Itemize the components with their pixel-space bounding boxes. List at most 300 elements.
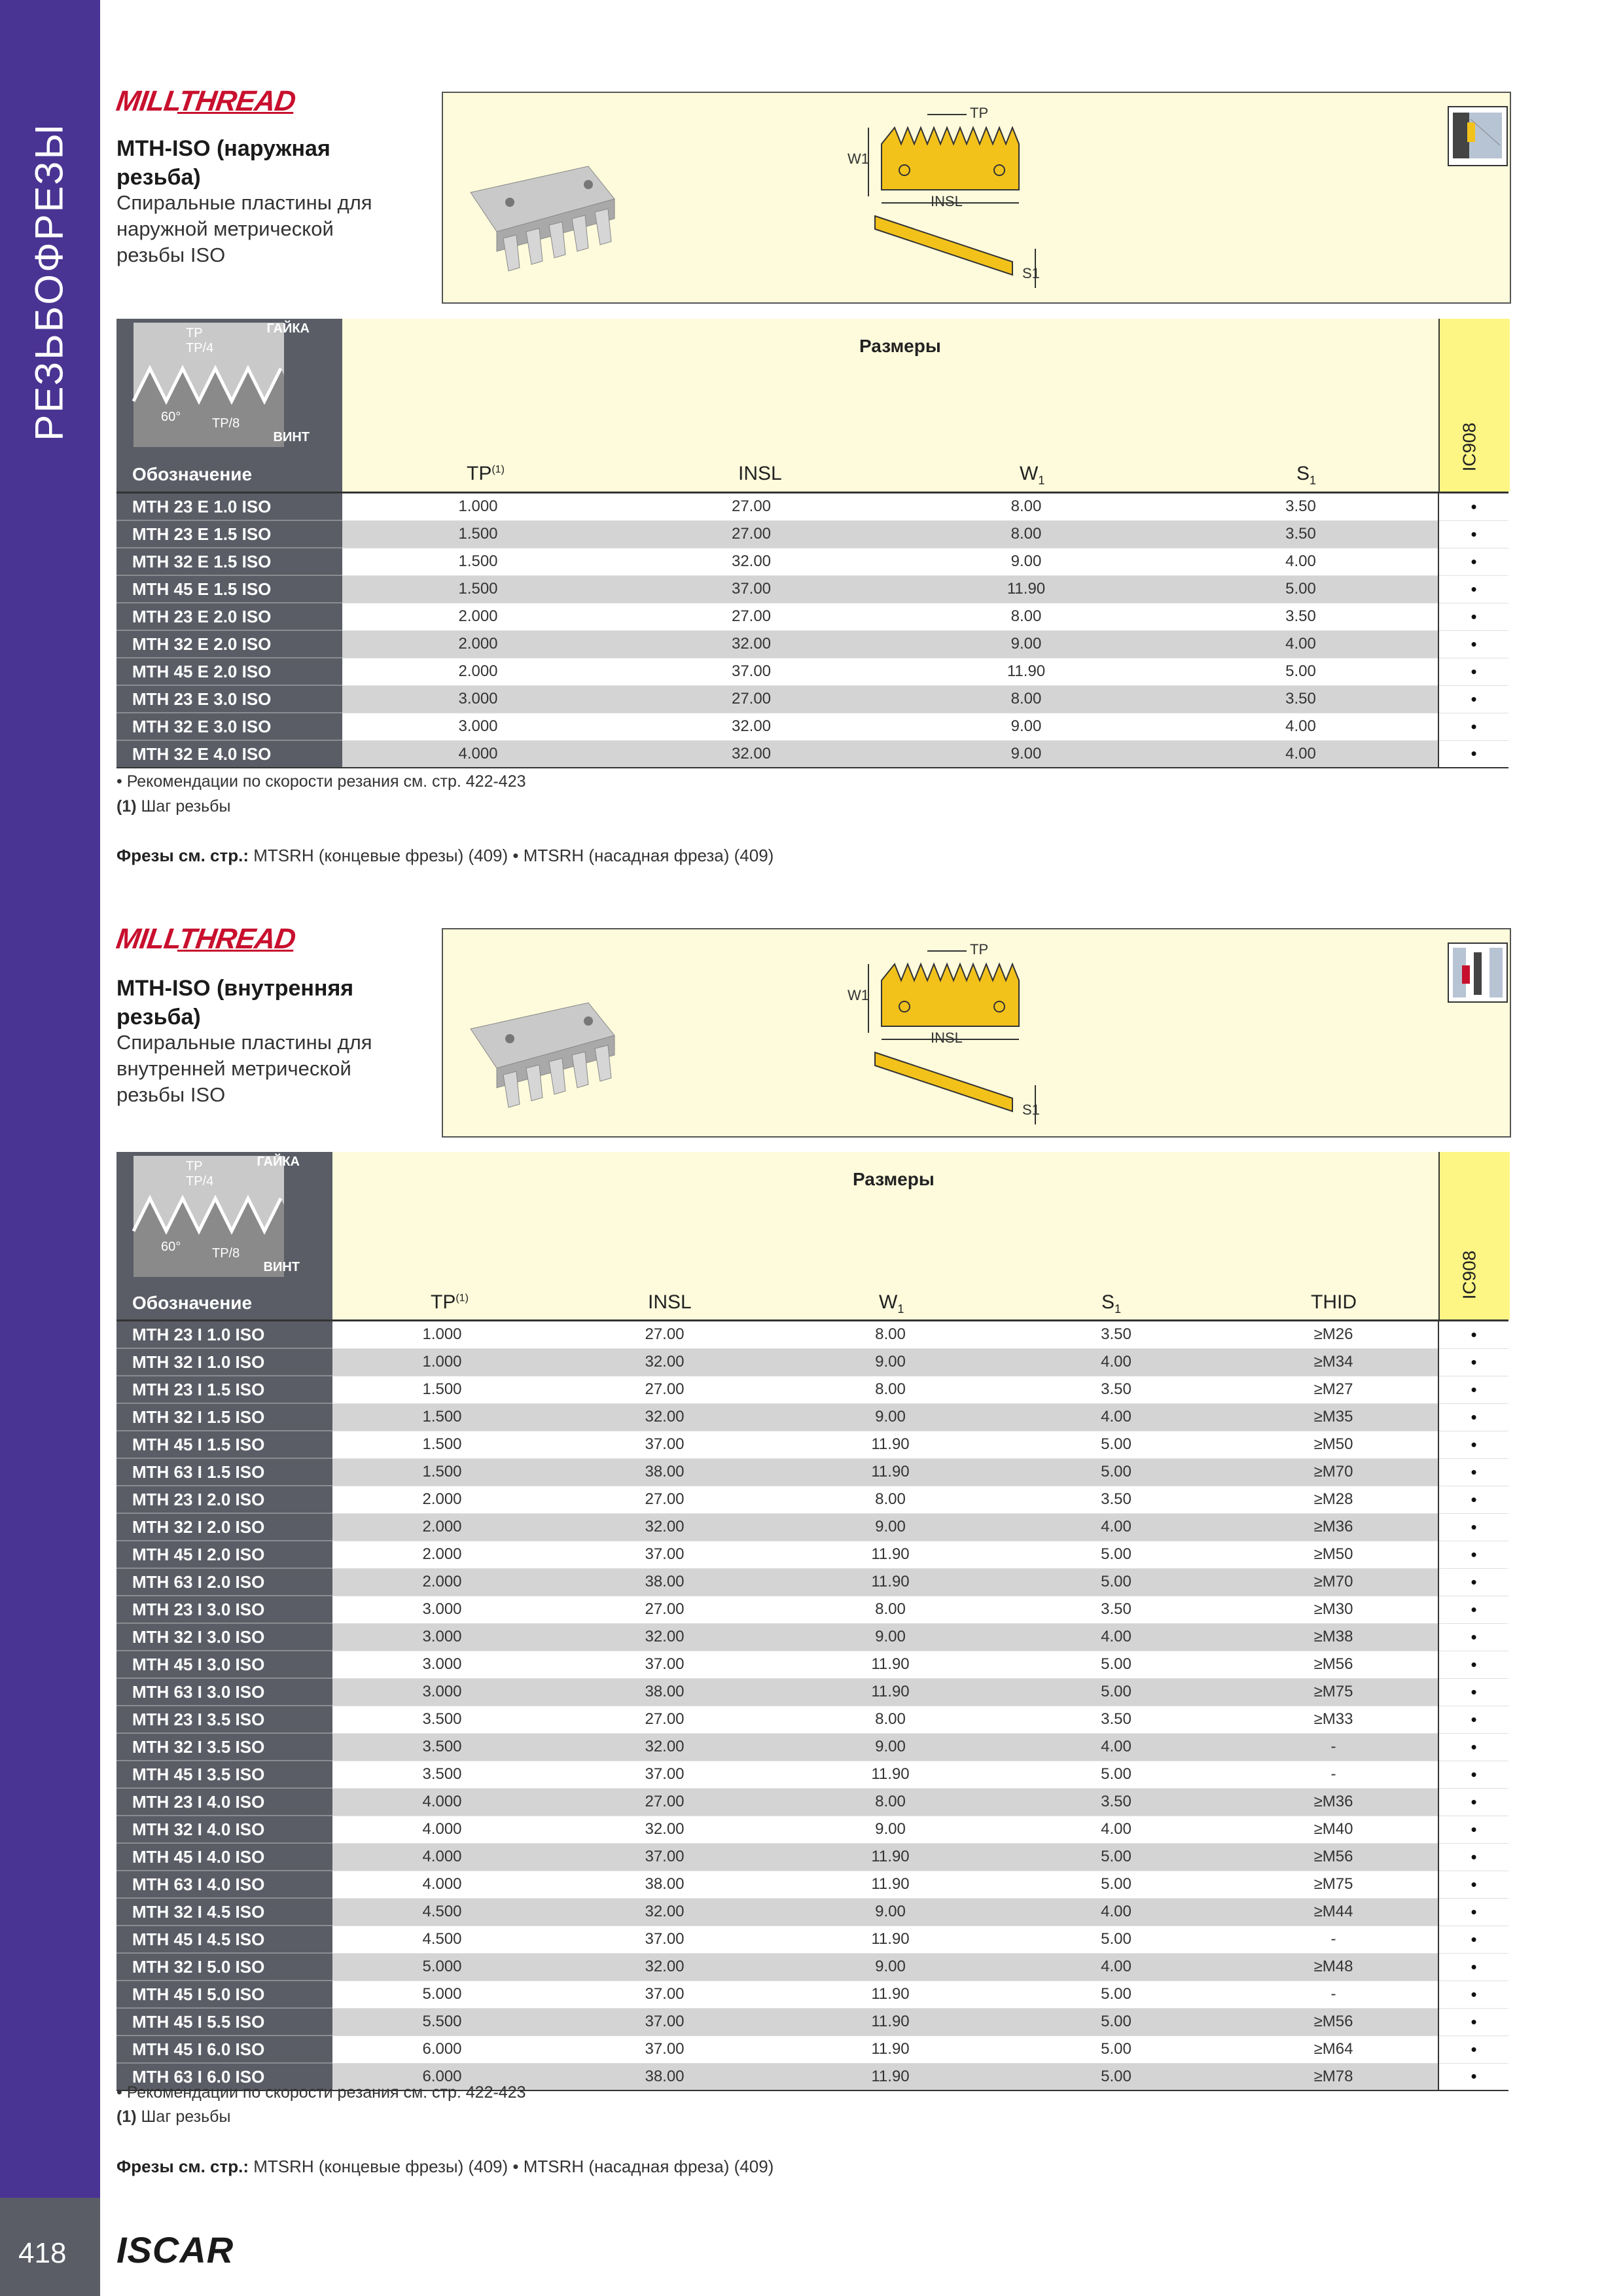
value-cell: 3.000 — [342, 685, 614, 713]
value-cell: 4.00 — [1164, 630, 1438, 658]
table-row — [116, 603, 1508, 630]
value-cell: 2.000 — [342, 658, 614, 685]
value-cell: 4.00 — [1164, 740, 1438, 768]
table-row — [116, 1348, 1508, 1376]
col-w1: $W_1$ — [1020, 463, 1045, 487]
designation-cell: MTH 32 I 5.0 ISO — [116, 1953, 332, 1981]
grade-availability-cell: • — [1438, 1871, 1508, 1898]
value-cell: 3.000 — [332, 1596, 552, 1623]
value-cell: 2.000 — [332, 1568, 552, 1596]
value-cell: 11.90 — [777, 1843, 1003, 1871]
value-cell: ≥M28 — [1229, 1486, 1438, 1513]
designation-cell: MTH 32 I 4.5 ISO — [116, 1898, 332, 1926]
value-cell: 32.00 — [614, 630, 889, 658]
designation-cell: MTH 63 I 4.0 ISO — [116, 1871, 332, 1898]
value-cell: 3.000 — [342, 713, 614, 740]
value-cell: 37.00 — [552, 1651, 777, 1678]
value-cell: 37.00 — [552, 1541, 777, 1568]
svg-text:TP/4: TP/4 — [186, 341, 214, 355]
table-row — [116, 1458, 1508, 1486]
value-cell: 4.00 — [1003, 1403, 1229, 1431]
svg-text:60°: 60° — [161, 410, 181, 424]
grade-availability-cell: • — [1438, 1816, 1508, 1843]
grade-availability-cell: • — [1438, 493, 1508, 520]
value-cell: 4.500 — [332, 1898, 552, 1926]
section1-table-header — [116, 319, 1508, 492]
value-cell: 4.00 — [1003, 1733, 1229, 1761]
grade-availability-cell: • — [1438, 2036, 1508, 2063]
value-cell: 2.000 — [332, 1486, 552, 1513]
value-cell: 5.000 — [332, 1953, 552, 1981]
value-cell: 5.00 — [1003, 2036, 1229, 2063]
value-cell: - — [1229, 1733, 1438, 1761]
value-cell: 1.000 — [342, 493, 614, 520]
value-cell: ≥M34 — [1229, 1348, 1438, 1376]
svg-text:S1: S1 — [1022, 1102, 1040, 1118]
table-row — [116, 1541, 1508, 1568]
value-cell: 4.00 — [1003, 1816, 1229, 1843]
value-cell: 4.00 — [1003, 1898, 1229, 1926]
svg-text:TP: TP — [970, 941, 989, 958]
value-cell: 27.00 — [552, 1376, 777, 1403]
value-cell: 4.00 — [1003, 1953, 1229, 1981]
grade-availability-cell: • — [1438, 1733, 1508, 1761]
value-cell: 4.000 — [332, 1816, 552, 1843]
section1-image-box — [442, 92, 1511, 304]
value-cell: 27.00 — [552, 1788, 777, 1816]
col-s1: $S_1$ — [1296, 463, 1317, 487]
value-cell: 5.00 — [1003, 1458, 1229, 1486]
value-cell: 27.00 — [552, 1486, 777, 1513]
col-insl: INSL — [648, 1291, 692, 1313]
brand-name: ISCAR — [116, 2229, 234, 2270]
designation-cell: MTH 23 I 2.0 ISO — [116, 1486, 332, 1513]
value-cell: 32.00 — [552, 1733, 777, 1761]
value-cell: 3.000 — [332, 1678, 552, 1706]
value-cell: ≥M50 — [1229, 1541, 1438, 1568]
value-cell: 1.500 — [332, 1376, 552, 1403]
table-row — [116, 2036, 1508, 2063]
grade-availability-cell: • — [1438, 1403, 1508, 1431]
value-cell: 8.00 — [889, 603, 1164, 630]
value-cell: 11.90 — [777, 2008, 1003, 2036]
value-cell: 8.00 — [889, 520, 1164, 548]
value-cell: 4.00 — [1164, 713, 1438, 740]
value-cell: 9.00 — [777, 1953, 1003, 1981]
value-cell: 27.00 — [614, 603, 889, 630]
value-cell: 6.000 — [332, 2036, 552, 2063]
grade-availability-cell: • — [1438, 1926, 1508, 1953]
col-s1: $S_1$ — [1101, 1291, 1122, 1316]
value-cell: 32.00 — [552, 1623, 777, 1651]
grade-availability-cell: • — [1438, 1898, 1508, 1926]
value-cell: 27.00 — [552, 1596, 777, 1623]
grade-availability-cell: • — [1438, 740, 1508, 768]
sidebar-title: РЕЗЬБОФРЕЗЫ — [27, 122, 71, 441]
value-cell: 5.00 — [1003, 1871, 1229, 1898]
grade-availability-cell: • — [1438, 630, 1508, 658]
col-tp: TP$^{(1)}$ — [467, 463, 505, 484]
designation-cell: MTH 32 E 3.0 ISO — [116, 713, 342, 740]
value-cell: 11.90 — [777, 1458, 1003, 1486]
value-cell: ≥M30 — [1229, 1596, 1438, 1623]
value-cell: 5.00 — [1003, 1568, 1229, 1596]
table-row — [116, 740, 1508, 768]
value-cell: 9.00 — [889, 630, 1164, 658]
value-cell: 27.00 — [614, 685, 889, 713]
value-cell: 11.90 — [777, 1761, 1003, 1788]
nut-label: ГАЙКА — [266, 321, 310, 336]
value-cell: 38.00 — [552, 1871, 777, 1898]
grade-availability-cell: • — [1438, 1953, 1508, 1981]
svg-text:S1: S1 — [1022, 265, 1040, 281]
grade-availability-cell: • — [1438, 1651, 1508, 1678]
designation-cell: MTH 45 I 1.5 ISO — [116, 1431, 332, 1458]
value-cell: 27.00 — [552, 1321, 777, 1348]
designation-cell: MTH 45 E 1.5 ISO — [116, 575, 342, 603]
col-insl: INSL — [738, 463, 782, 484]
section2-title: MTH-ISO (внутренняя резьба) — [116, 976, 354, 1030]
table-row — [116, 1981, 1508, 2008]
section1-description: Спиральные пластины для наружной метрической резьбы ISO — [116, 191, 372, 266]
value-cell: 11.90 — [777, 1541, 1003, 1568]
designation-cell: MTH 23 I 3.5 ISO — [116, 1706, 332, 1733]
value-cell: 3.50 — [1003, 1376, 1229, 1403]
grade-availability-cell: • — [1438, 1348, 1508, 1376]
value-cell: 5.00 — [1164, 658, 1438, 685]
value-cell: ≥M27 — [1229, 1376, 1438, 1403]
svg-text:TP: TP — [970, 105, 989, 121]
grade-availability-cell: • — [1438, 1706, 1508, 1733]
value-cell: - — [1229, 1981, 1438, 2008]
grade-availability-cell: • — [1438, 1431, 1508, 1458]
table-row — [116, 1898, 1508, 1926]
value-cell: 38.00 — [552, 1678, 777, 1706]
value-cell: 11.90 — [777, 2036, 1003, 2063]
value-cell: 8.00 — [777, 1788, 1003, 1816]
value-cell: 2.000 — [342, 603, 614, 630]
value-cell: 9.00 — [889, 740, 1164, 768]
value-cell: 3.50 — [1164, 685, 1438, 713]
table-row — [116, 1706, 1508, 1733]
designation-cell: MTH 32 E 1.5 ISO — [116, 548, 342, 575]
section2-image-box — [442, 928, 1511, 1138]
designation-cell: MTH 45 I 6.0 ISO — [116, 2036, 332, 2063]
value-cell: 1.500 — [332, 1458, 552, 1486]
value-cell: 38.00 — [552, 1568, 777, 1596]
value-cell: 11.90 — [777, 1871, 1003, 1898]
svg-text:INSL: INSL — [931, 193, 963, 209]
grade-availability-cell: • — [1438, 1541, 1508, 1568]
section1-table — [116, 493, 1508, 768]
insert-photo — [457, 977, 628, 1121]
section2-table — [116, 1321, 1508, 2091]
designation-cell: MTH 63 I 2.0 ISO — [116, 1568, 332, 1596]
value-cell: 4.00 — [1164, 548, 1438, 575]
value-cell: 32.00 — [552, 1898, 777, 1926]
value-cell: 32.00 — [614, 740, 889, 768]
value-cell: 9.00 — [777, 1513, 1003, 1541]
value-cell: 8.00 — [777, 1706, 1003, 1733]
value-cell: 8.00 — [889, 493, 1164, 520]
value-cell: 5.00 — [1003, 1431, 1229, 1458]
section2-description: Спиральные пластины для внутренней метрической резьбы ISO — [116, 1031, 372, 1106]
value-cell: 37.00 — [552, 2036, 777, 2063]
table-row — [116, 1486, 1508, 1513]
value-cell: 8.00 — [777, 1596, 1003, 1623]
designation-cell: MTH 45 I 5.0 ISO — [116, 1981, 332, 2008]
grade-availability-cell: • — [1438, 1568, 1508, 1596]
designation-cell: MTH 23 E 2.0 ISO — [116, 603, 342, 630]
grade-availability-cell: • — [1438, 713, 1508, 740]
dimensions-header: Размеры — [853, 1169, 935, 1189]
value-cell: 4.000 — [332, 1871, 552, 1898]
value-cell: ≥M56 — [1229, 1651, 1438, 1678]
table-row — [116, 2008, 1508, 2036]
value-cell: 11.90 — [777, 1926, 1003, 1953]
value-cell: 38.00 — [552, 2063, 777, 2090]
table-row — [116, 1788, 1508, 1816]
grade-availability-cell: • — [1438, 1981, 1508, 2008]
insert-photo — [457, 140, 628, 284]
value-cell: 5.00 — [1003, 2063, 1229, 2090]
value-cell: 32.00 — [614, 548, 889, 575]
table-row — [116, 493, 1508, 520]
value-cell: ≥M36 — [1229, 1788, 1438, 1816]
value-cell: 5.00 — [1003, 1981, 1229, 2008]
value-cell: 9.00 — [889, 548, 1164, 575]
section2-note-pitch: (1) Шаг резьбы — [116, 2108, 231, 2126]
value-cell: 32.00 — [552, 1403, 777, 1431]
grade-ic908-header: IC908 — [1459, 1250, 1480, 1300]
value-cell: 1.000 — [332, 1321, 552, 1348]
svg-text:TP/8: TP/8 — [212, 416, 240, 431]
value-cell: 6.000 — [332, 2063, 552, 2090]
value-cell: 2.000 — [342, 630, 614, 658]
value-cell: - — [1229, 1761, 1438, 1788]
designation-cell: MTH 63 I 3.0 ISO — [116, 1678, 332, 1706]
section2-insert-diagram — [847, 935, 1084, 1131]
value-cell: 1.500 — [342, 548, 614, 575]
value-cell: 5.00 — [1003, 1843, 1229, 1871]
value-cell: 32.00 — [552, 1513, 777, 1541]
designation-header: Обозначение — [132, 464, 253, 484]
value-cell: 5.000 — [332, 1981, 552, 2008]
grade-availability-cell: • — [1438, 1376, 1508, 1403]
value-cell: ≥M48 — [1229, 1953, 1438, 1981]
value-cell: 27.00 — [552, 1706, 777, 1733]
col-tp: TP$^{(1)}$ — [431, 1291, 469, 1313]
value-cell: 11.90 — [777, 1678, 1003, 1706]
table-row — [116, 1376, 1508, 1403]
designation-cell: MTH 63 I 6.0 ISO — [116, 2063, 332, 2090]
value-cell: 11.90 — [889, 658, 1164, 685]
value-cell: ≥M26 — [1229, 1321, 1438, 1348]
table-row — [116, 1761, 1508, 1788]
designation-cell: MTH 32 I 3.5 ISO — [116, 1733, 332, 1761]
value-cell: 9.00 — [777, 1733, 1003, 1761]
grade-availability-cell: • — [1438, 1678, 1508, 1706]
value-cell: 4.000 — [332, 1788, 552, 1816]
section2-note-speed: • Рекомендации по скорости резания см. стр. 422-423 — [116, 2083, 526, 2102]
value-cell: ≥M75 — [1229, 1871, 1438, 1898]
svg-text:60°: 60° — [161, 1240, 181, 1254]
section2-see-also: Фрезы см. стр.: MTSRH (концевые фрезы) (409) • MTSRH (насадная фреза) (409) — [116, 2157, 774, 2176]
value-cell: ≥M44 — [1229, 1898, 1438, 1926]
value-cell: 4.00 — [1003, 1623, 1229, 1651]
value-cell: ≥M64 — [1229, 2036, 1438, 2063]
dimensions-header: Размеры — [859, 336, 941, 356]
designation-cell: MTH 32 E 2.0 ISO — [116, 630, 342, 658]
value-cell: 3.000 — [332, 1651, 552, 1678]
value-cell: 11.90 — [777, 1981, 1003, 2008]
table-row — [116, 575, 1508, 603]
table-row — [116, 1596, 1508, 1623]
section1-insert-diagram — [847, 98, 1084, 295]
value-cell: 1.000 — [332, 1348, 552, 1376]
designation-cell: MTH 32 I 4.0 ISO — [116, 1816, 332, 1843]
value-cell: 37.00 — [614, 575, 889, 603]
section1-note-pitch: (1) Шаг резьбы — [116, 797, 231, 816]
nut-label: ГАЙКА — [257, 1155, 300, 1169]
table-row — [116, 1678, 1508, 1706]
svg-text:TP: TP — [186, 326, 203, 340]
table-row — [116, 1568, 1508, 1596]
section1-title: MTH-ISO (наружная резьба) — [116, 136, 330, 190]
designation-cell: MTH 32 I 3.0 ISO — [116, 1623, 332, 1651]
value-cell: 4.00 — [1003, 1513, 1229, 1541]
table-row — [116, 1403, 1508, 1431]
value-cell: 8.00 — [889, 685, 1164, 713]
table-row — [116, 1953, 1508, 1981]
table-row — [116, 1431, 1508, 1458]
value-cell: 5.500 — [332, 2008, 552, 2036]
value-cell: ≥M56 — [1229, 1843, 1438, 1871]
value-cell: 3.50 — [1164, 603, 1438, 630]
value-cell: 8.00 — [777, 1376, 1003, 1403]
grade-availability-cell: • — [1438, 2008, 1508, 2036]
grade-availability-cell: • — [1438, 2063, 1508, 2090]
thread-profile-diagram — [134, 323, 284, 447]
value-cell: 1.500 — [332, 1403, 552, 1431]
value-cell: 27.00 — [614, 520, 889, 548]
page-number: 418 — [18, 2237, 67, 2269]
designation-cell: MTH 45 I 3.5 ISO — [116, 1761, 332, 1788]
value-cell: 1.500 — [332, 1431, 552, 1458]
grade-availability-cell: • — [1438, 658, 1508, 685]
value-cell: 9.00 — [777, 1348, 1003, 1376]
bolt-label: ВИНТ — [273, 430, 310, 444]
value-cell: 5.00 — [1003, 1678, 1229, 1706]
designation-cell: MTH 23 E 1.5 ISO — [116, 520, 342, 548]
table-row — [116, 1733, 1508, 1761]
value-cell: ≥M36 — [1229, 1513, 1438, 1541]
table-row — [116, 1623, 1508, 1651]
bolt-label: ВИНТ — [263, 1260, 300, 1274]
value-cell: 11.90 — [777, 1431, 1003, 1458]
section1-note-speed: • Рекомендации по скорости резания см. стр. 422-423 — [116, 772, 526, 791]
designation-cell: MTH 45 E 2.0 ISO — [116, 658, 342, 685]
designation-cell: MTH 23 I 1.5 ISO — [116, 1376, 332, 1403]
grade-availability-cell: • — [1438, 1486, 1508, 1513]
designation-cell: MTH 45 I 5.5 ISO — [116, 2008, 332, 2036]
millthread-logo: MILLTHREAD — [114, 923, 298, 955]
value-cell: 3.50 — [1003, 1596, 1229, 1623]
designation-cell: MTH 23 I 1.0 ISO — [116, 1321, 332, 1348]
grade-availability-cell: • — [1438, 1458, 1508, 1486]
table-row — [116, 713, 1508, 740]
table-row — [116, 630, 1508, 658]
grade-availability-cell: • — [1438, 1596, 1508, 1623]
value-cell: 8.00 — [777, 1321, 1003, 1348]
designation-cell: MTH 23 E 3.0 ISO — [116, 685, 342, 713]
table-row — [116, 658, 1508, 685]
value-cell: 9.00 — [777, 1403, 1003, 1431]
table-row — [116, 1513, 1508, 1541]
value-cell: 37.00 — [614, 658, 889, 685]
table-row — [116, 1651, 1508, 1678]
svg-text:TP/4: TP/4 — [186, 1174, 214, 1189]
grade-availability-cell: • — [1438, 1321, 1508, 1348]
value-cell: 9.00 — [889, 713, 1164, 740]
grade-availability-cell: • — [1438, 1623, 1508, 1651]
value-cell: 2.000 — [332, 1541, 552, 1568]
value-cell: 32.00 — [552, 1953, 777, 1981]
value-cell: 2.000 — [332, 1513, 552, 1541]
designation-cell: MTH 32 I 1.0 ISO — [116, 1348, 332, 1376]
value-cell: 3.50 — [1003, 1486, 1229, 1513]
grade-availability-cell: • — [1438, 1513, 1508, 1541]
svg-text:W1: W1 — [847, 987, 869, 1003]
value-cell: 27.00 — [614, 493, 889, 520]
table-row — [116, 1321, 1508, 1348]
value-cell: 32.00 — [614, 713, 889, 740]
col-thid: THID — [1311, 1291, 1357, 1313]
value-cell: 37.00 — [552, 2008, 777, 2036]
value-cell: 9.00 — [777, 1623, 1003, 1651]
value-cell: ≥M70 — [1229, 1458, 1438, 1486]
table-row — [116, 685, 1508, 713]
value-cell: 3.000 — [332, 1623, 552, 1651]
designation-cell: MTH 45 I 2.0 ISO — [116, 1541, 332, 1568]
value-cell: ≥M38 — [1229, 1623, 1438, 1651]
value-cell: 37.00 — [552, 1926, 777, 1953]
value-cell: 5.00 — [1003, 1926, 1229, 1953]
value-cell: 4.500 — [332, 1926, 552, 1953]
internal-thread-icon — [1448, 942, 1508, 1003]
designation-cell: MTH 45 I 4.0 ISO — [116, 1843, 332, 1871]
value-cell: - — [1229, 1926, 1438, 1953]
value-cell: 5.00 — [1003, 1541, 1229, 1568]
section1-see-also: Фрезы см. стр.: MTSRH (концевые фрезы) (409) • MTSRH (насадная фреза) (409) — [116, 846, 774, 865]
designation-cell: MTH 63 I 1.5 ISO — [116, 1458, 332, 1486]
table-row — [116, 520, 1508, 548]
table-row — [116, 1816, 1508, 1843]
value-cell: ≥M78 — [1229, 2063, 1438, 2090]
svg-text:TP/8: TP/8 — [212, 1246, 240, 1261]
designation-cell: MTH 32 I 1.5 ISO — [116, 1403, 332, 1431]
grade-availability-cell: • — [1438, 685, 1508, 713]
designation-cell: MTH 32 E 4.0 ISO — [116, 740, 342, 768]
designation-cell: MTH 32 I 2.0 ISO — [116, 1513, 332, 1541]
designation-header: Обозначение — [132, 1293, 253, 1313]
value-cell: 3.50 — [1003, 1321, 1229, 1348]
value-cell: 37.00 — [552, 1761, 777, 1788]
grade-availability-cell: • — [1438, 575, 1508, 603]
value-cell: 9.00 — [777, 1816, 1003, 1843]
value-cell: 9.00 — [777, 1898, 1003, 1926]
value-cell: 37.00 — [552, 1431, 777, 1458]
